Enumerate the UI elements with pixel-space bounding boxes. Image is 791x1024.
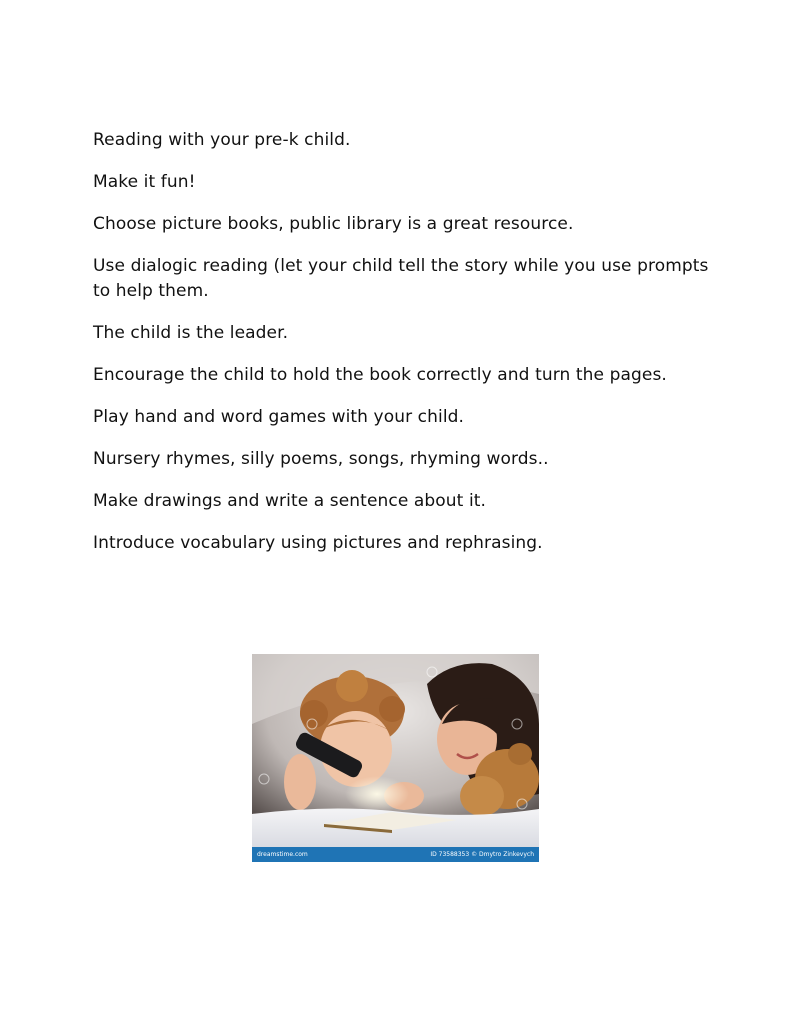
paragraph: Make drawings and write a sentence about it. <box>93 491 487 511</box>
paragraph: Choose picture books, public library is a great resource. <box>93 214 574 234</box>
paragraph-title: Reading with your pre-k child. <box>93 130 351 150</box>
reading-photo <box>252 654 539 862</box>
paragraph: Nursery rhymes, silly poems, songs, rhyming words.. <box>93 449 549 469</box>
paragraph: Use dialogic reading (let your child tell the story while you use prompts to help them. <box>93 256 709 301</box>
text-block <box>93 128 713 573</box>
paragraph: Introduce vocabulary using pictures and rephrasing. <box>93 533 543 553</box>
paragraph: Encourage the child to hold the book correctly and turn the pages. <box>93 365 667 385</box>
paragraph: The child is the leader. <box>93 323 289 343</box>
photo-id-credit: ID 73588353 © Dmytro Zinkevych <box>430 851 534 858</box>
photo-credit-bar <box>252 847 539 862</box>
paragraph: Make it fun! <box>93 172 196 192</box>
photo-source-label: dreamstime.com <box>257 851 308 858</box>
reading-photo-illustration <box>252 654 539 847</box>
paragraph: Play hand and word games with your child. <box>93 407 465 427</box>
